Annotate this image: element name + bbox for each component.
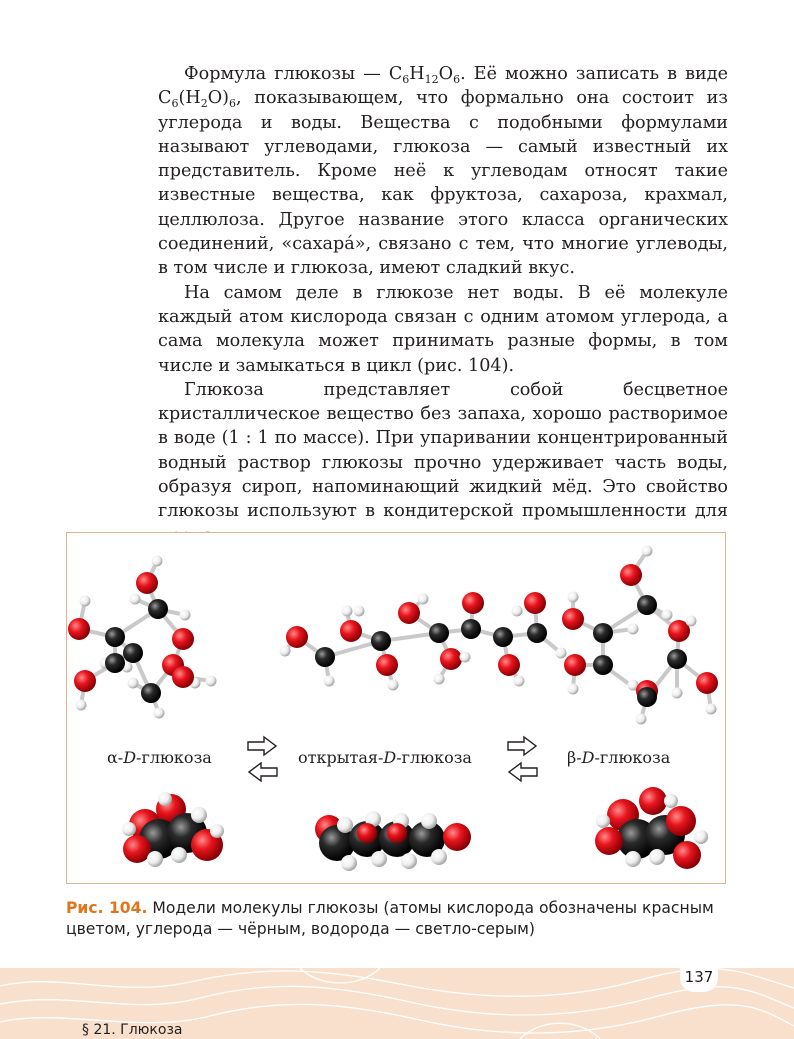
hydrogen-atom: [421, 813, 437, 829]
paragraph-1: Формула глюкозы — $C_6H_{12}O_6$. Её можно записать в виде $C_6(H_2O)_6$, показывающем, что формально она состоит из углерода и воды. Вещества с подобными формулами называют углеводами, глюкоза — самый известный их представитель. Кроме неё к углеводам относят такие известные вещества, как фруктоза, сахароза, крахмал, целлюлоза. Другое название этого класса органических соединений, «сахара́», связано с тем, что многие углеводы, в том числе и глюкоза, имеют сладкий вкус.: [158, 64, 728, 279]
hydrogen-atom: [206, 676, 217, 687]
oxygen-atom: [387, 823, 407, 843]
carbon-atom: [315, 647, 335, 667]
oxygen-atom: [562, 608, 584, 630]
carbon-atom: [637, 687, 657, 707]
oxygen-atom: [286, 626, 308, 648]
carbon-atom: [667, 649, 687, 669]
hydrogen-atom: [628, 624, 639, 635]
running-footer-title: § 21. Глюкоза: [82, 1022, 183, 1038]
oxygen-atom: [524, 592, 546, 614]
hydrogen-atom: [649, 849, 665, 865]
carbon-atom: [105, 653, 125, 673]
hydrogen-atom: [512, 606, 523, 617]
label-alpha-glucose: α-D-глюкоза: [107, 748, 212, 767]
hydrogen-atom: [80, 596, 91, 607]
hydrogen-atom: [128, 678, 139, 689]
oxygen-atom: [136, 572, 158, 594]
hydrogen-atom: [418, 594, 429, 605]
hydrogen-atom: [556, 648, 567, 659]
hydrogen-atom: [664, 794, 678, 808]
equilibrium-arrows-left-icon: [248, 737, 277, 781]
oxygen-atom: [666, 806, 696, 836]
oxygen-atom: [696, 672, 718, 694]
carbon-atom: [493, 627, 513, 647]
hydrogen-atom: [147, 851, 163, 867]
oxygen-atom: [443, 823, 471, 851]
hydrogen-atom: [686, 616, 697, 627]
oxygen-atom: [123, 835, 151, 863]
hydrogen-atom: [514, 676, 525, 687]
hydrogen-atom: [354, 606, 365, 617]
hydrogen-atom: [337, 817, 353, 833]
hydrogen-atom: [460, 652, 471, 663]
hydrogen-atom: [341, 855, 357, 871]
hydrogen-atom: [388, 680, 399, 691]
caption-ref: Рис. 104.: [66, 899, 148, 917]
hydrogen-atom: [154, 708, 165, 719]
paragraph-3: Глюкоза представляет собой бесцветное кристаллическое вещество без запаха, хорошо растворимое в воде (1 : 1 по массе). При упаривании концентрированный водный раствор глюкозы прочно удерживает часть воды, образуя сироп, напоминающий жидкий мёд. Это свойство глюкозы используют в кондитерской промышленности для: [158, 379, 728, 522]
paragraph-2: На самом деле в глюкозе нет воды. В её молекуле каждый атом кислорода связан с одним атомом углерода, а сама молекула может принимать разные формы, в том числе и замыкаться в цикл (рис. 104).: [158, 282, 728, 376]
oxygen-atom: [639, 787, 667, 815]
label-beta-glucose: β-D-глюкоза: [567, 748, 671, 767]
oxygen-atom: [376, 654, 398, 676]
hydrogen-atom: [210, 824, 224, 838]
hydrogen-atom: [171, 847, 187, 863]
hydrogen-atom: [180, 610, 191, 621]
hydrogen-atom: [122, 822, 136, 836]
oxygen-atom: [564, 654, 586, 676]
carbon-atom: [123, 643, 143, 663]
atoms-layer: [68, 546, 718, 872]
carbon-atom: [527, 623, 547, 643]
hydrogen-atom: [568, 592, 579, 603]
body-text: [158, 62, 728, 548]
hydrogen-atom: [706, 704, 717, 715]
hydrogen-atom: [636, 714, 647, 725]
hydrogen-atom: [371, 851, 387, 867]
figure-104: [66, 532, 726, 884]
hydrogen-atom: [130, 594, 141, 605]
oxygen-atom: [595, 827, 623, 855]
carbon-atom: [593, 655, 613, 675]
oxygen-atom: [462, 592, 484, 614]
carbon-atom: [593, 623, 613, 643]
page-number: 137: [680, 962, 718, 992]
carbon-atom: [371, 631, 391, 651]
hydrogen-atom: [568, 684, 579, 695]
oxygen-atom: [68, 618, 90, 640]
carbon-atom: [637, 595, 657, 615]
carbon-atom: [105, 627, 125, 647]
oxygen-atom: [74, 670, 96, 692]
molecule-illustrations: [67, 533, 727, 885]
hydrogen-atom: [342, 606, 353, 617]
oxygen-atom: [340, 620, 362, 642]
equilibrium-arrows-right-icon: [508, 737, 537, 781]
hydrogen-atom: [672, 688, 683, 699]
hydrogen-atom: [694, 830, 708, 844]
oxygen-atom: [620, 564, 642, 586]
carbon-atom: [141, 683, 161, 703]
oxygen-atom: [172, 628, 194, 650]
hydrogen-atom: [431, 849, 447, 865]
hydrogen-atom: [596, 814, 610, 828]
oxygen-atom: [498, 654, 520, 676]
hydrogen-atom: [401, 853, 417, 869]
hydrogen-atom: [280, 646, 291, 657]
hydrogen-atom: [625, 851, 641, 867]
label-open-glucose: открытая-D-глюкоза: [298, 748, 472, 767]
hydrogen-atom: [152, 556, 163, 567]
hydrogen-atom: [158, 792, 172, 806]
oxygen-atom: [398, 602, 420, 624]
carbon-atom: [148, 599, 168, 619]
carbon-atom: [461, 619, 481, 639]
oxygen-atom: [440, 648, 462, 670]
oxygen-atom: [357, 823, 377, 843]
hydrogen-atom: [191, 807, 207, 823]
carbon-atom: [429, 623, 449, 643]
hydrogen-atom: [434, 674, 445, 685]
hydrogen-atom: [662, 610, 673, 621]
hydrogen-atom: [642, 546, 653, 557]
figure-caption: [66, 898, 736, 940]
oxygen-atom: [172, 666, 194, 688]
caption-text: Модели молекулы глюкозы (атомы кислорода обозначены красным цветом, углерода — чёрным, водорода — светло-серым): [66, 899, 714, 938]
hydrogen-atom: [324, 676, 335, 687]
oxygen-atom: [673, 841, 701, 869]
hydrogen-atom: [76, 700, 87, 711]
